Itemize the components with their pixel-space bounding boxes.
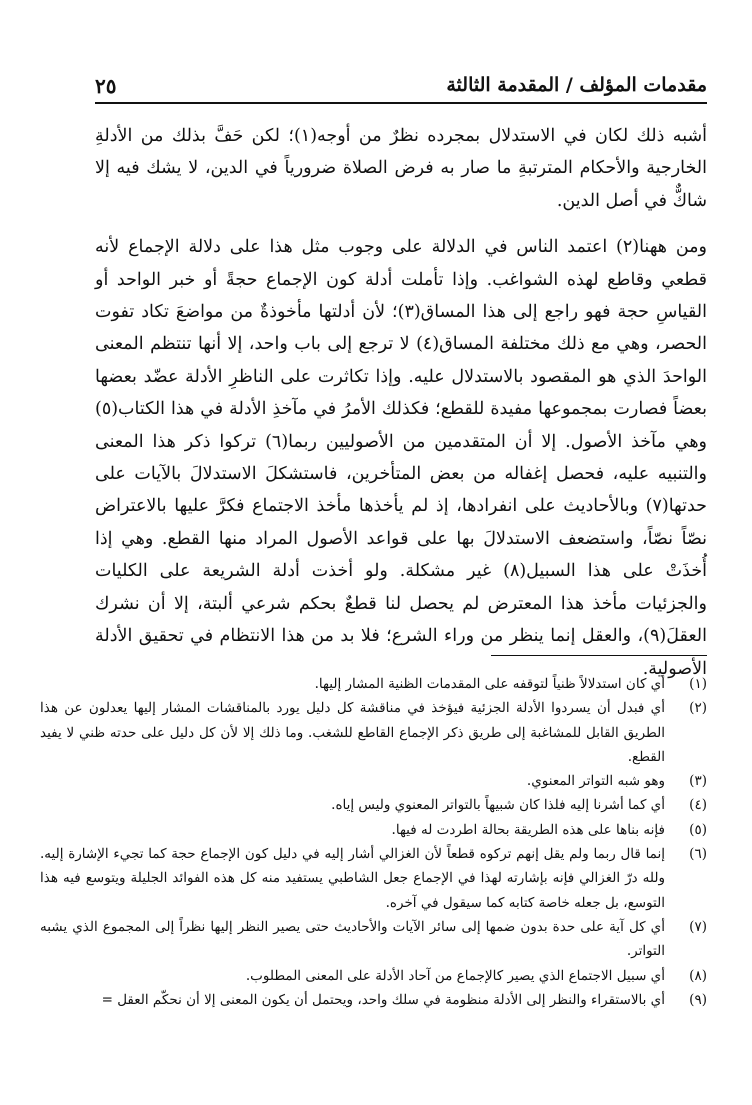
- footnotes: [40, 672, 707, 1012]
- footnote-text: أي كما أشرنا إليه فلذا كان شبيهاً بالتواتر المعنوي وليس إياه.: [331, 797, 665, 814]
- paragraph: ومن ههنا(٢) اعتمد الناس في الدلالة على وجوب مثل هذا على دلالة الإجماع لأنه قطعي وقاطع لهذه الشواغب. وإذا تأملت أدلة كون الإجماع حجةً أو خبر الواحد أو القياسِ حجة فهو راجع إلى هذا المساق(٣)؛ لأن أدلتها مأخوذةٌ من مواضعَ تكاد تفوت الحصر، وهي مع ذلك مختلفة المساق(٤) لا ترجع إلى باب واحد، إلا أنها تنتظم المعنى الواحدَ الذي هو المقصود بالاستدلال عليه. وإذا تكاثرت على الناظرِ الأدلة عضّد بعضها بعضاً فصارت بمجموعها مفيدة للقطع؛ فكذلك الأمرُ في مآخذِ الأدلة في هذا الكتاب(٥) وهي مآخذ الأصول. إلا أن المتقدمين من الأصوليين ربما(٦) تركوا ذكر هذا المعنى والتنبيه عليه، فحصل إغفاله من بعض المتأخرين، فاستشكلَ الاستدلالَ بالآيات على حدتها(٧) وبالأحاديث على انفرادها، إذ لم يأخذها مأخذ الاجتماع فكرَّ عليها بالاعتراض نصّاً نصّاً، واستضعف الاستدلالَ بها على قواعد الأصول المراد منها القطع. وهي إذا أُخذَتْ على هذا السبيل(٨) غير مشكلة. ولو أخذت أدلة الشريعة على الكليات والجزئيات مأخذ هذا المعترض لم يحصل لنا قطعٌ بحكم شرعي ألبتة، إلا أن نشرك العقلَ(٩)، والعقل إنما ينظر من وراء الشرع؛ فلا بد من هذا الانتظام في تحقيق الأدلة الأصولية.: [95, 237, 707, 679]
- footnote-number: (٨): [689, 967, 707, 984]
- main-text: [95, 120, 707, 685]
- footnote: [40, 672, 707, 696]
- footnote: [40, 769, 707, 793]
- footnote-text: فإنه بناها على هذه الطريقة بحالة اطردت له فيها.: [391, 821, 665, 838]
- footnote-number: (٢): [689, 700, 707, 717]
- footnote-text: أي بالاستقراء والنظر إلى الأدلة منظومة في سلك واحد، ويحتمل أن يكون المعنى إلا أن نحكّم العقل =: [101, 991, 665, 1008]
- footnote-number: (٤): [689, 797, 707, 814]
- page-number: ٢٥: [95, 74, 117, 98]
- footnote-text: أي سبيل الاجتماع الذي يصير كالإجماع من آحاد الأدلة على المعنى المطلوب.: [245, 967, 665, 984]
- footnote-text: أي كان استدلالاً ظنياً لتوقفه على المقدمات الظنية المشار إليها.: [314, 676, 665, 692]
- footnote: [40, 964, 707, 988]
- footnote-number: (٦): [689, 846, 707, 863]
- footnote-text: أي فبدل أن يسردوا الأدلة الجزئية فيؤخذ في مناقشة كل دليل يورد بالمناقشات المشار إليها يعدلون عن هذا الطريق القابل للمشاغبة إلى طريق ذكر الإجماع القاطع للشغب. وما ذلك إلا لأن كل دليل على حدته ظني لا يفيد القطع.: [40, 700, 665, 765]
- footnote: [40, 915, 707, 964]
- footnote-number: (٩): [689, 991, 707, 1008]
- footnote-text: أي كل آية على حدة بدون ضمها إلى سائر الآيات والأحاديث حتى يصير النظر إليها نظراً إلى المجموع الذي يشبه التواتر.: [40, 918, 665, 960]
- footnote-number: (٥): [689, 821, 707, 838]
- footnote-number: (٣): [689, 773, 707, 790]
- footnote: [40, 988, 707, 1012]
- footnote-text: إنما قال ربما ولم يقل إنهم تركوه قطعاً لأن الغزالي أشار إليه في دليل كون الإجماع حجة كما تجيء الإشارة إليه. ولله درّ الغزالي فإنه بإشارته لهذا في الإجماع جعل الشاطبي يستفيد منه كل هذه الفوائد الجليلة ويتوسع فيه هذا التوسع، بل جعله خاصة كتابه كما سيقول في آخره.: [40, 846, 665, 911]
- footnote-number: (١): [689, 676, 707, 692]
- footnote: [40, 793, 707, 817]
- paragraph: أشبه ذلك لكان في الاستدلال بمجرده نظرٌ من أوجه(١)؛ لكن حَفَّ بذلك من الأدلةِ الخارجية والأحكام المترتبةِ ما صار به فرض الصلاة ضرورياً في الدين، لا يشك فيه إلا شاكٌّ في أصل الدين.: [95, 126, 707, 211]
- footnote: [40, 818, 707, 842]
- footnote-separator: [491, 655, 707, 656]
- footnote-number: (٧): [689, 918, 707, 935]
- footnote-text: وهو شبه التواتر المعنوي.: [526, 773, 665, 790]
- footnote: [40, 842, 707, 915]
- footnote: [40, 696, 707, 769]
- running-title: مقدمات المؤلف / المقدمة الثالثة: [446, 74, 707, 96]
- page-header: [95, 72, 707, 104]
